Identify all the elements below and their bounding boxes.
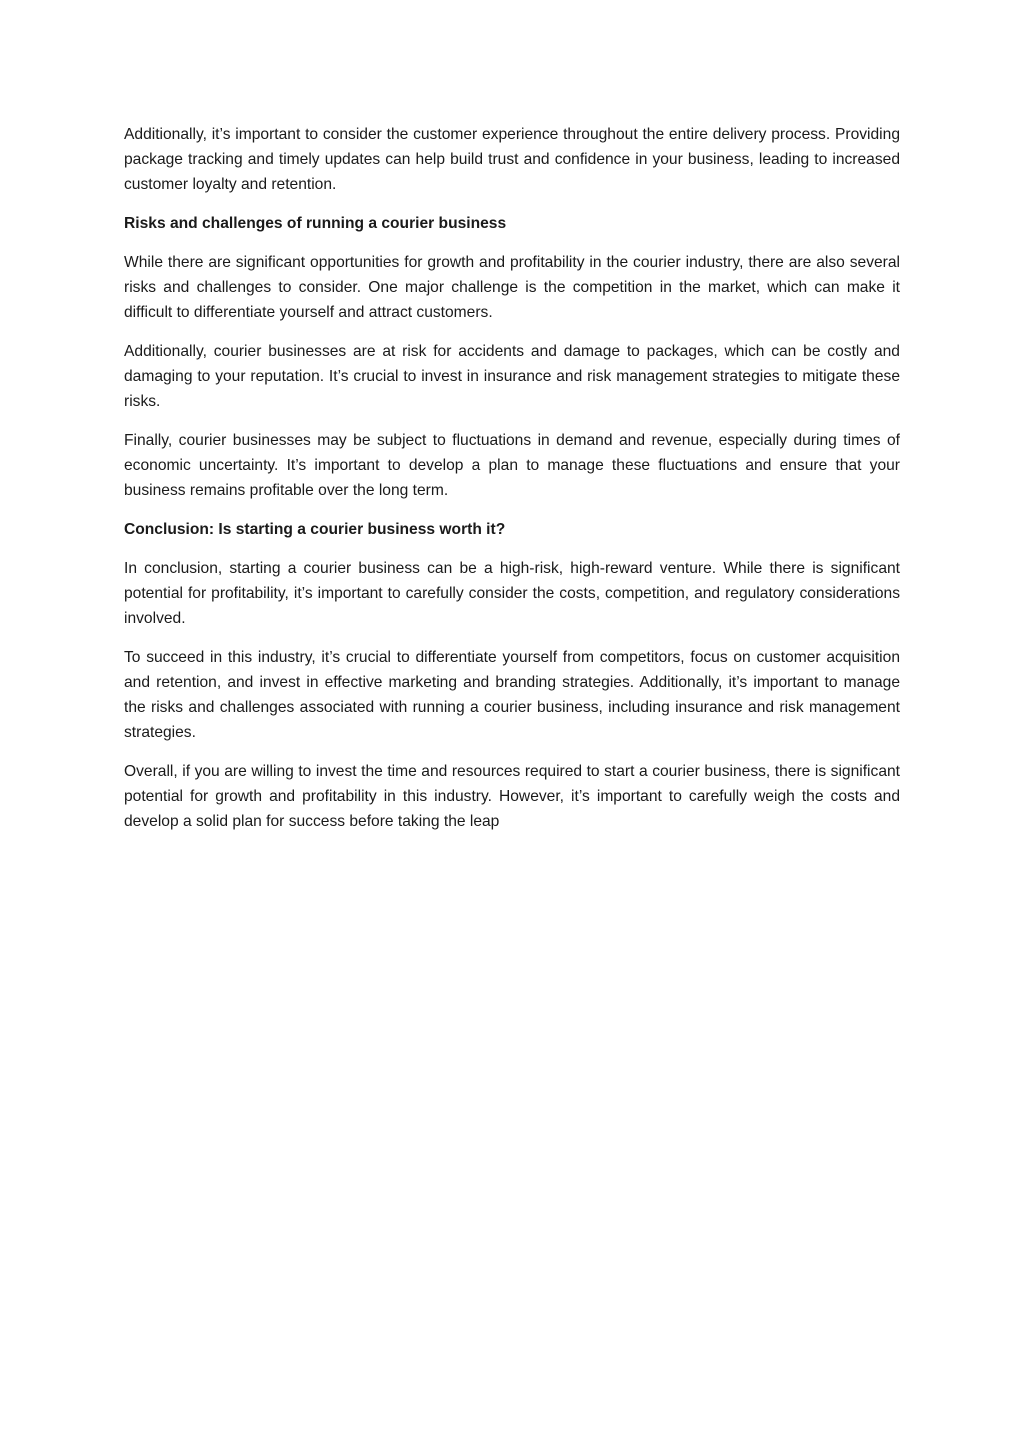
paragraph-accidents-damage: Additionally, courier businesses are at risk for accidents and damage to packages, which can be costly and damaging to your reputation. It’s crucial to invest in insurance and risk management strategies to mitigate these risks. [124, 343, 900, 410]
heading-conclusion: Conclusion: Is starting a courier business worth it? [124, 521, 506, 538]
paragraph-customer-experience: Additionally, it’s important to consider the customer experience throughout the entire delivery process. Providing package tracking and timely updates can help build trust and confidence in your business, leading to increased customer loyalty and retention. [124, 126, 900, 193]
paragraph-opportunities-risks: While there are significant opportunities for growth and profitability in the courier industry, there are also several risks and challenges to consider. One major challenge is the competition in the market, which can make it difficult to differentiate yourself and attract customers. [124, 254, 900, 321]
paragraph-overall: Overall, if you are willing to invest the time and resources required to start a courier business, there is significant potential for growth and profitability in this industry. However, it’s important to carefully weigh the costs and develop a solid plan for success before taking the leap [124, 763, 900, 830]
paragraph-how-to-succeed: To succeed in this industry, it’s crucial to differentiate yourself from competitors, focus on customer acquisition and retention, and invest in effective marketing and branding strategies. Additionally, it’s important to manage the risks and challenges associated with running a courier business, including insurance and risk management strategies. [124, 649, 900, 741]
heading-risks-challenges: Risks and challenges of running a courier business [124, 215, 507, 232]
document-body [124, 122, 900, 848]
paragraph-high-risk-reward: In conclusion, starting a courier business can be a high-risk, high-reward venture. While there is significant potential for profitability, it’s important to carefully consider the costs, competition, and regulatory considerations involved. [124, 560, 900, 627]
paragraph-demand-fluctuations: Finally, courier businesses may be subject to fluctuations in demand and revenue, especially during times of economic uncertainty. It’s important to develop a plan to manage these fluctuations and ensure that your business remains profitable over the long term. [124, 432, 900, 499]
